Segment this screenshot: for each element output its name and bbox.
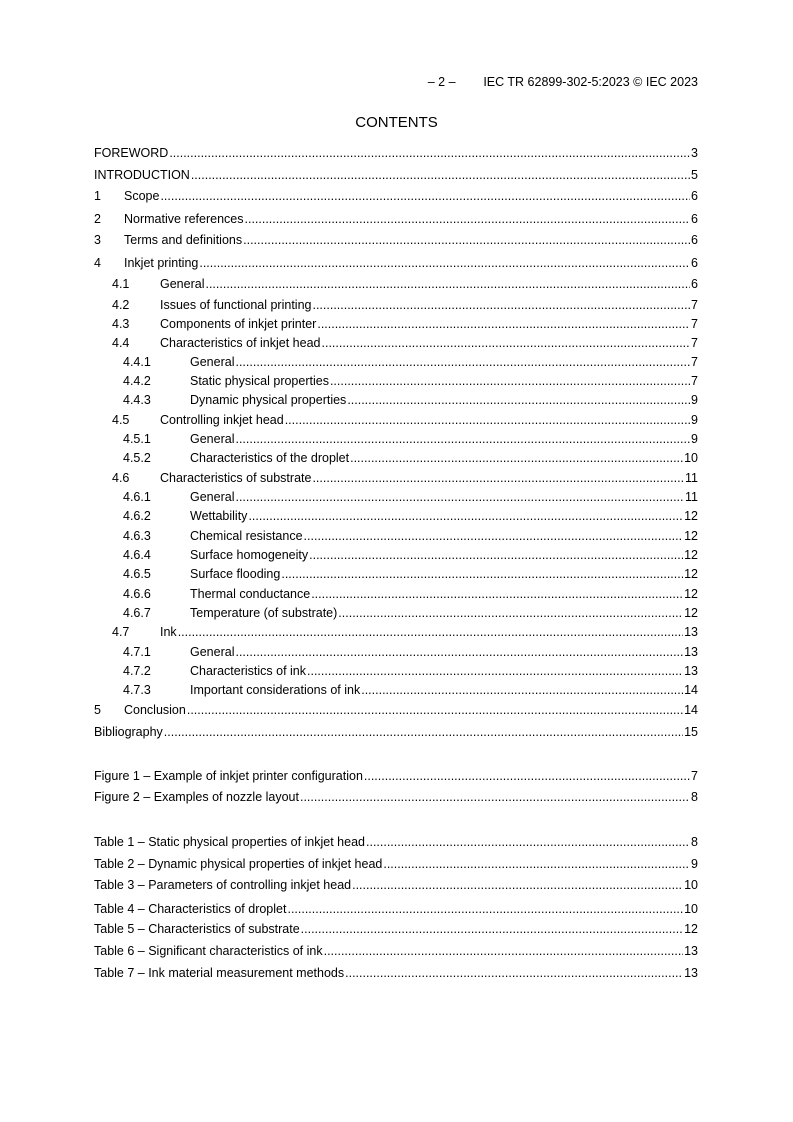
- toc-leader-dots: [311, 587, 683, 601]
- toc-leader-dots: [347, 393, 690, 407]
- toc-leader-dots: [338, 606, 683, 620]
- toc-entry-number: 4.6.2: [123, 509, 151, 523]
- toc-leader-dots: [383, 857, 690, 871]
- toc-leader-dots: [350, 451, 683, 465]
- toc-leader-dots: [245, 212, 691, 226]
- toc-entry-page: 10: [684, 902, 698, 916]
- toc-leader-dots: [235, 645, 683, 659]
- toc-entry-number: 4.3: [112, 317, 130, 331]
- toc-leader-dots: [301, 922, 683, 936]
- toc-entry-page: 9: [691, 393, 698, 407]
- toc-leader-dots: [285, 413, 690, 427]
- toc-entry-number: 4.5.2: [123, 451, 151, 465]
- toc-entry-page: 9: [691, 413, 698, 427]
- toc-entry-number: 4.5.1: [123, 432, 151, 446]
- toc-entry-page: 6: [691, 233, 698, 247]
- toc-entry[interactable]: [94, 725, 698, 741]
- toc-entry-number: 2: [94, 212, 101, 226]
- toc-leader-dots: [317, 317, 690, 331]
- toc-leader-dots: [169, 146, 690, 160]
- toc-entry-page: 11: [685, 490, 698, 504]
- toc-entry[interactable]: [94, 432, 698, 448]
- toc-entry-label: Characteristics of inkjet head: [160, 336, 321, 350]
- toc-leader-dots: [187, 703, 683, 717]
- toc-entry-number: 4.1: [112, 277, 130, 291]
- toc-leader-dots: [309, 548, 683, 562]
- toc-entry-label: Table 3 – Parameters of controlling inkjet head: [94, 878, 352, 892]
- toc-entry[interactable]: [94, 189, 698, 205]
- toc-leader-dots: [235, 490, 684, 504]
- toc-entry-label: Important considerations of ink: [190, 683, 361, 697]
- toc-entry-label: Table 6 – Significant characteristics of ink: [94, 944, 323, 958]
- toc-entry[interactable]: [94, 168, 698, 184]
- toc-entry-number: 4: [94, 256, 101, 270]
- toc-entry[interactable]: [94, 902, 698, 918]
- toc-entry-page: 7: [691, 336, 698, 350]
- toc-leader-dots: [191, 168, 690, 182]
- toc-entry-number: 4.6.1: [123, 490, 151, 504]
- toc-entry-label: Table 2 – Dynamic physical properties of inkjet head: [94, 857, 383, 871]
- toc-entry-label: General: [190, 645, 235, 659]
- toc-entry-label: Conclusion: [124, 703, 186, 717]
- toc-entry-number: 5: [94, 703, 101, 717]
- toc-entry-label: Characteristics of the droplet: [190, 451, 350, 465]
- toc-entry-label: Temperature (of substrate): [190, 606, 338, 620]
- toc-entry-number: 4.4.1: [123, 355, 151, 369]
- toc-entry-label: Controlling inkjet head: [160, 413, 284, 427]
- toc-entry-page: 7: [691, 298, 698, 312]
- toc-entry-label: Dynamic physical properties: [190, 393, 347, 407]
- toc-entry-page: 8: [691, 835, 698, 849]
- toc-leader-dots: [281, 567, 683, 581]
- toc-entry-page: 6: [691, 212, 698, 226]
- toc-entry-label: Characteristics of ink: [190, 664, 307, 678]
- toc-entry-label: INTRODUCTION: [94, 168, 190, 182]
- toc-entry-page: 12: [684, 922, 698, 936]
- toc-entry[interactable]: [94, 471, 698, 487]
- toc-entry-label: Characteristics of substrate: [160, 471, 312, 485]
- toc-entry[interactable]: [94, 317, 698, 333]
- toc-entry-page: 7: [691, 317, 698, 331]
- toc-entry-number: 4.7.1: [123, 645, 151, 659]
- toc-leader-dots: [345, 966, 683, 980]
- toc-entry-number: 4.7.2: [123, 664, 151, 678]
- toc-entry-label: Wettability: [190, 509, 248, 523]
- toc-leader-dots: [164, 725, 683, 739]
- toc-entry-number: 4.4: [112, 336, 130, 350]
- toc-leader-dots: [304, 529, 684, 543]
- toc-entry[interactable]: [94, 966, 698, 982]
- toc-entry-label: Table 4 – Characteristics of droplet: [94, 902, 287, 916]
- toc-entry-page: 14: [684, 703, 698, 717]
- toc-leader-dots: [324, 944, 684, 958]
- toc-entry-label: General: [160, 277, 205, 291]
- toc-entry-page: 12: [684, 606, 698, 620]
- toc-leader-dots: [300, 790, 690, 804]
- toc-entry-page: 11: [685, 471, 698, 485]
- toc-entry[interactable]: [94, 878, 698, 894]
- toc-entry-page: 9: [691, 432, 698, 446]
- toc-entry-page: 13: [684, 944, 698, 958]
- toc-entry-page: 12: [684, 509, 698, 523]
- toc-entry[interactable]: [94, 374, 698, 390]
- toc-entry[interactable]: [94, 944, 698, 960]
- toc-entry-page: 13: [684, 966, 698, 980]
- toc-entry-label: Surface flooding: [190, 567, 281, 581]
- toc-leader-dots: [364, 769, 690, 783]
- toc-entry-page: 6: [691, 256, 698, 270]
- toc-leader-dots: [248, 509, 683, 523]
- toc-entry-page: 14: [684, 683, 698, 697]
- toc-entry-page: 12: [684, 548, 698, 562]
- toc-entry[interactable]: [94, 393, 698, 409]
- toc-entry-page: 3: [691, 146, 698, 160]
- toc-entry-label: Figure 1 – Example of inkjet printer configuration: [94, 769, 363, 783]
- toc-entry[interactable]: [94, 625, 698, 641]
- toc-leader-dots: [366, 835, 690, 849]
- toc-entry-number: 4.6.7: [123, 606, 151, 620]
- toc-entry-page: 10: [684, 451, 698, 465]
- toc-entry[interactable]: [94, 413, 698, 429]
- toc-entry-page: 6: [691, 277, 698, 291]
- toc-entry-number: 4.6.6: [123, 587, 151, 601]
- toc-entry[interactable]: [94, 645, 698, 661]
- toc-entry-label: Ink: [160, 625, 177, 639]
- toc-leader-dots: [243, 233, 690, 247]
- toc-entry-number: 4.4.2: [123, 374, 151, 388]
- toc-entry-label: Scope: [124, 189, 160, 203]
- toc-entry-label: General: [190, 355, 235, 369]
- toc-entry-label: Table 1 – Static physical properties of inkjet head: [94, 835, 365, 849]
- toc-entry-label: Table 5 – Characteristics of substrate: [94, 922, 300, 936]
- toc-entry-number: 4.6.5: [123, 567, 151, 581]
- toc-leader-dots: [287, 902, 683, 916]
- toc-entry[interactable]: [94, 664, 698, 680]
- toc-entry[interactable]: [94, 277, 698, 293]
- toc-entry-number: 4.5: [112, 413, 130, 427]
- toc-entry-number: 4.6: [112, 471, 130, 485]
- toc-leader-dots: [205, 277, 690, 291]
- toc-entry[interactable]: [94, 790, 698, 806]
- toc-entry-page: 7: [691, 355, 698, 369]
- toc-entry[interactable]: [94, 529, 698, 545]
- toc-leader-dots: [235, 355, 690, 369]
- toc-entry-number: 4.7: [112, 625, 130, 639]
- toc-leader-dots: [330, 374, 690, 388]
- toc-entry[interactable]: [94, 567, 698, 583]
- toc-entry-page: 9: [691, 857, 698, 871]
- toc-entry[interactable]: [94, 146, 698, 162]
- toc-entry-page: 12: [684, 587, 698, 601]
- page-header: – 2 – IEC TR 62899-302-5:2023 © IEC 2023: [427, 75, 698, 89]
- toc-entry[interactable]: [94, 490, 698, 506]
- toc-entry-label: Table 7 – Ink material measurement methods: [94, 966, 345, 980]
- toc-entry[interactable]: [94, 451, 698, 467]
- toc-entry-page: 13: [684, 645, 698, 659]
- toc-entry-label: Chemical resistance: [190, 529, 303, 543]
- toc-leader-dots: [361, 683, 683, 697]
- toc-entry-page: 8: [691, 790, 698, 804]
- toc-entry[interactable]: [94, 233, 698, 249]
- toc-leader-dots: [322, 336, 691, 350]
- toc-entry-page: 13: [684, 664, 698, 678]
- toc-entry[interactable]: [94, 703, 698, 719]
- toc-entry-page: 6: [691, 189, 698, 203]
- toc-entry-number: 3: [94, 233, 101, 247]
- toc-entry-number: 1: [94, 189, 101, 203]
- toc-entry-page: 10: [684, 878, 698, 892]
- toc-entry-page: 12: [684, 529, 698, 543]
- toc-leader-dots: [312, 298, 690, 312]
- toc-entry[interactable]: [94, 298, 698, 314]
- toc-leader-dots: [307, 664, 683, 678]
- contents-title: CONTENTS: [355, 114, 438, 131]
- toc-entry[interactable]: [94, 212, 698, 228]
- toc-entry-label: Thermal conductance: [190, 587, 311, 601]
- toc-entry[interactable]: [94, 355, 698, 371]
- toc-leader-dots: [312, 471, 684, 485]
- toc-leader-dots: [160, 189, 690, 203]
- toc-entry[interactable]: [94, 857, 698, 873]
- toc-entry[interactable]: [94, 548, 698, 564]
- toc-entry-label: FOREWORD: [94, 146, 169, 160]
- toc-entry-page: 13: [684, 625, 698, 639]
- toc-entry-number: 4.7.3: [123, 683, 151, 697]
- toc-entry[interactable]: [94, 683, 698, 699]
- toc-entry-label: Issues of functional printing: [160, 298, 312, 312]
- toc-leader-dots: [199, 256, 690, 270]
- toc-entry-label: Figure 2 – Examples of nozzle layout: [94, 790, 299, 804]
- toc-entry-label: General: [190, 432, 235, 446]
- toc-entry-label: Static physical properties: [190, 374, 329, 388]
- toc-entry-number: 4.2: [112, 298, 130, 312]
- toc-entry[interactable]: [94, 336, 698, 352]
- toc-entry-page: 12: [684, 567, 698, 581]
- toc-entry[interactable]: [94, 606, 698, 622]
- toc-entry-page: 7: [691, 769, 698, 783]
- toc-entry-page: 7: [691, 374, 698, 388]
- toc-leader-dots: [352, 878, 683, 892]
- toc-entry-label: Bibliography: [94, 725, 163, 739]
- toc-entry[interactable]: [94, 587, 698, 603]
- toc-entry[interactable]: [94, 835, 698, 851]
- toc-entry-label: Surface homogeneity: [190, 548, 309, 562]
- toc-entry-label: Terms and definitions: [124, 233, 243, 247]
- toc-entry[interactable]: [94, 922, 698, 938]
- toc-entry-label: General: [190, 490, 235, 504]
- toc-entry-number: 4.4.3: [123, 393, 151, 407]
- toc-entry-label: Normative references: [124, 212, 244, 226]
- toc-leader-dots: [235, 432, 690, 446]
- toc-entry-page: 15: [684, 725, 698, 739]
- toc-entry[interactable]: [94, 509, 698, 525]
- toc-entry-number: 4.6.3: [123, 529, 151, 543]
- toc-entry-page: 5: [691, 168, 698, 182]
- toc-entry-label: Components of inkjet printer: [160, 317, 317, 331]
- toc-entry-label: Inkjet printing: [124, 256, 199, 270]
- toc-entry[interactable]: [94, 256, 698, 272]
- toc-entry[interactable]: [94, 769, 698, 785]
- toc-entry-number: 4.6.4: [123, 548, 151, 562]
- toc-leader-dots: [178, 625, 683, 639]
